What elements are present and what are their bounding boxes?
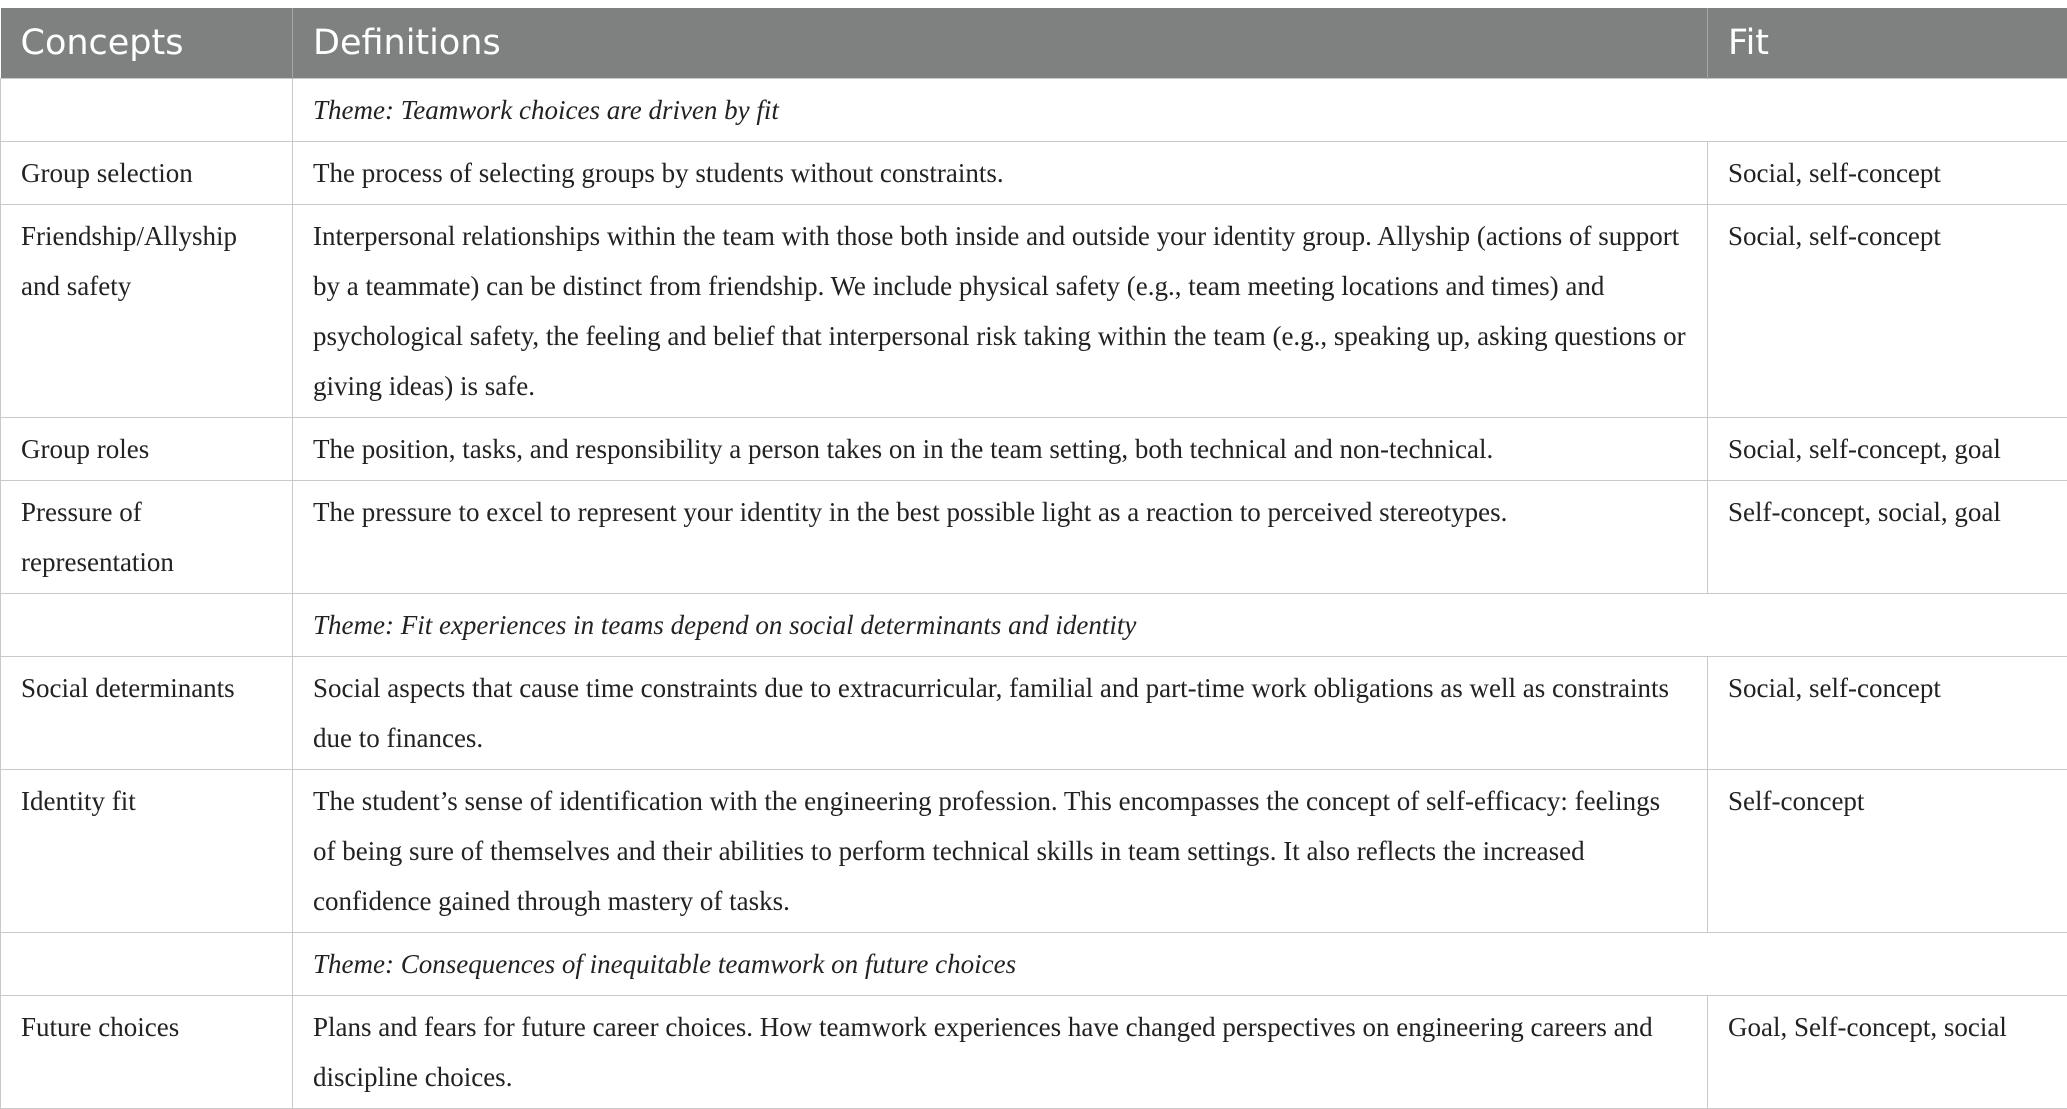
fit-cell: Social, self-concept (1708, 141, 2067, 204)
table-row (1, 204, 2067, 417)
theme-label: Theme: Fit experiences in teams depend on social determinants and identity (293, 593, 2067, 656)
table-row (1, 769, 2067, 932)
concept-cell: Future choices (1, 995, 293, 1108)
theme-row (1, 593, 2067, 656)
table-body (1, 78, 2067, 1108)
header-fit: Fit (1708, 8, 2067, 78)
table-row (1, 417, 2067, 480)
header-definitions: Definitions (293, 8, 1708, 78)
table-row (1, 656, 2067, 769)
theme-row (1, 78, 2067, 141)
header-concepts: Concepts (1, 8, 293, 78)
definition-cell: The position, tasks, and responsibility a person takes on in the team setting, both technical and non-technical. (293, 417, 1708, 480)
theme-row (1, 932, 2067, 995)
table-row (1, 141, 2067, 204)
theme-empty-cell (1, 932, 293, 995)
table-row (1, 995, 2067, 1108)
definition-cell: Plans and fears for future career choices. How teamwork experiences have changed perspectives on engineering careers and discipline choices. (293, 995, 1708, 1108)
theme-empty-cell (1, 78, 293, 141)
fit-cell: Goal, Self-concept, social (1708, 995, 2067, 1108)
table-row (1, 480, 2067, 593)
fit-cell: Social, self-concept (1708, 656, 2067, 769)
concept-cell: Friendship/Allyship and safety (1, 204, 293, 417)
definition-cell: The student’s sense of identification with the engineering profession. This encompasses the concept of self-efficacy: feelings of being sure of themselves and their abilities to perform technical skills in team settings. It also reflects the increased confidence gained through mastery of tasks. (293, 769, 1708, 932)
fit-cell: Social, self-concept (1708, 204, 2067, 417)
fit-cell: Social, self-concept, goal (1708, 417, 2067, 480)
concept-cell: Identity fit (1, 769, 293, 932)
table-header (1, 8, 2067, 78)
theme-label: Theme: Consequences of inequitable teamwork on future choices (293, 932, 2067, 995)
concepts-table-container (0, 8, 2067, 1109)
fit-cell: Self-concept (1708, 769, 2067, 932)
concept-cell: Group roles (1, 417, 293, 480)
theme-empty-cell (1, 593, 293, 656)
concept-cell: Pressure of representation (1, 480, 293, 593)
fit-cell: Self-concept, social, goal (1708, 480, 2067, 593)
definition-cell: The pressure to excel to represent your identity in the best possible light as a reaction to perceived stereotypes. (293, 480, 1708, 593)
definition-cell: Interpersonal relationships within the team with those both inside and outside your identity group. Allyship (actions of support by a teammate) can be distinct from friendship. We include physical safety (e.g., team meeting locations and times) and psychological safety, the feeling and belief that interpersonal risk taking within the team (e.g., speaking up, asking questions or giving ideas) is safe. (293, 204, 1708, 417)
concept-cell: Group selection (1, 141, 293, 204)
theme-label: Theme: Teamwork choices are driven by fit (293, 78, 2067, 141)
header-row (1, 8, 2067, 78)
definition-cell: The process of selecting groups by students without constraints. (293, 141, 1708, 204)
concept-cell: Social determinants (1, 656, 293, 769)
definition-cell: Social aspects that cause time constraints due to extracurricular, familial and part-time work obligations as well as constraints due to finances. (293, 656, 1708, 769)
concepts-table (0, 8, 2067, 1109)
